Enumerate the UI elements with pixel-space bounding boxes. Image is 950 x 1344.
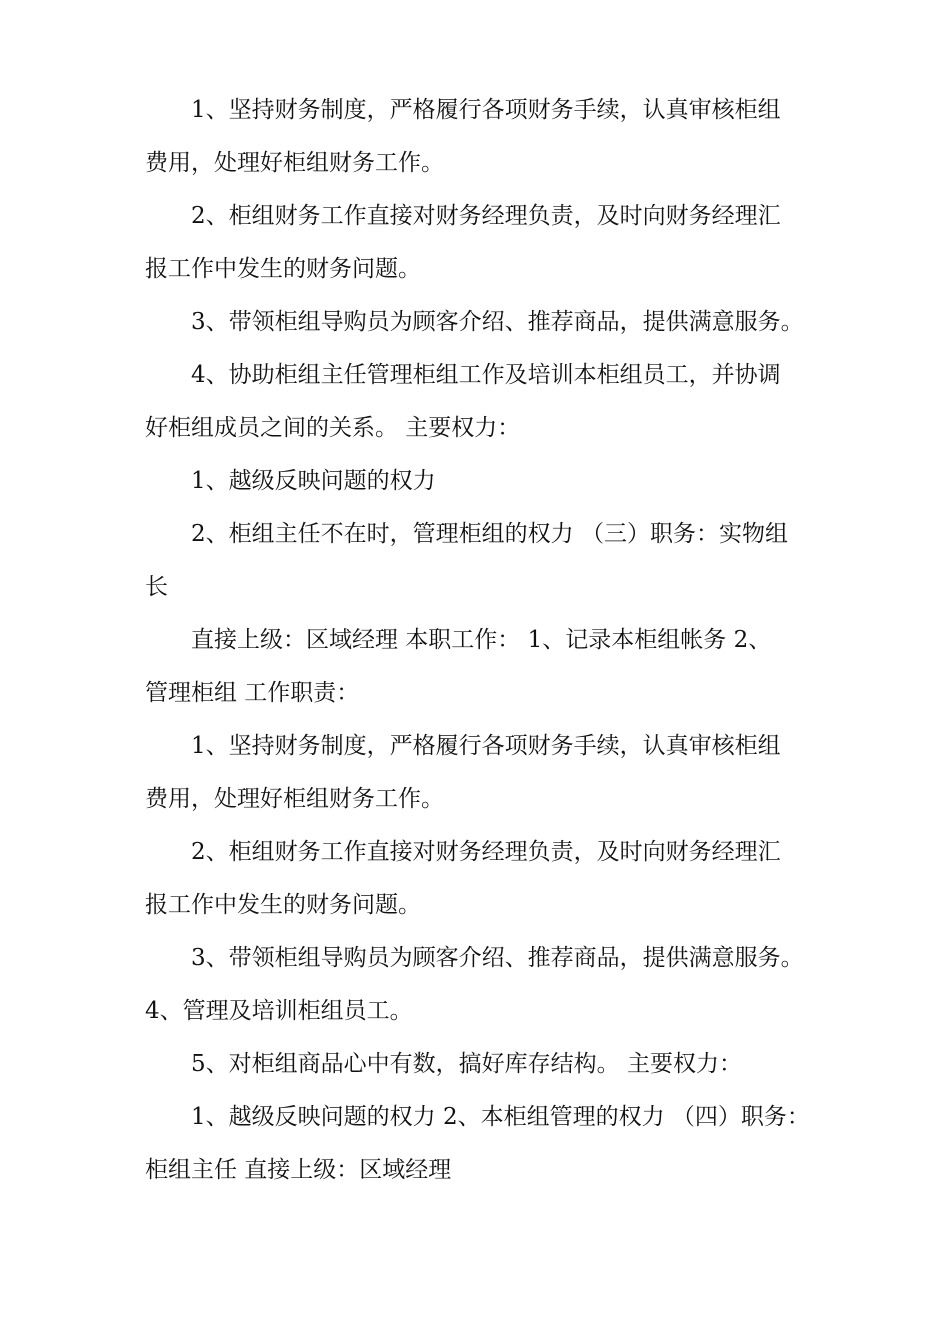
paragraph-6 <box>145 508 813 614</box>
paragraph-line: 直接上级：区域经理 本职工作： 1、记录本柜组帐务 2、 <box>191 627 772 653</box>
paragraph-line: 管理柜组 工作职责： <box>145 680 360 706</box>
paragraph-line: 3、带领柜组导购员为顾客介绍、推荐商品，提供满意服务。 <box>191 309 804 335</box>
paragraph-line: 报工作中发生的财务问题。 <box>145 256 421 282</box>
paragraph-line: 柜组主任 直接上级：区域经理 <box>145 1157 452 1183</box>
paragraph-4 <box>145 349 813 455</box>
paragraph-line: 4、协助柜组主任管理柜组工作及培训本柜组员工，并协调 <box>191 362 781 388</box>
paragraph-line: 5、对柜组商品心中有数，搞好库存结构。 主要权力： <box>191 1051 742 1077</box>
paragraph-line: 费用，处理好柜组财务工作。 <box>145 150 444 176</box>
paragraph-line: 好柜组成员之间的关系。 主要权力： <box>145 415 521 441</box>
paragraph-line: 1、坚持财务制度，严格履行各项财务手续，认真审核柜组 <box>191 97 781 123</box>
paragraph-line: 1、越级反映问题的权力 <box>191 468 436 494</box>
paragraph-line: 3、带领柜组导购员为顾客介绍、推荐商品，提供满意服务。 <box>191 945 804 971</box>
paragraph-11 <box>145 985 813 1038</box>
paragraph-5 <box>145 455 813 508</box>
paragraph-line: 4、管理及培训柜组员工。 <box>145 998 413 1024</box>
paragraph-3 <box>145 296 813 349</box>
paragraph-line: 2、柜组财务工作直接对财务经理负责，及时向财务经理汇 <box>191 203 781 229</box>
paragraph-12 <box>145 1038 813 1091</box>
paragraph-line: 费用，处理好柜组财务工作。 <box>145 786 444 812</box>
paragraph-13 <box>145 1091 813 1197</box>
paragraph-7 <box>145 614 813 720</box>
paragraph-line: 2、柜组主任不在时，管理柜组的权力 （三）职务：实物组 <box>191 521 788 547</box>
paragraph-9 <box>145 826 813 932</box>
paragraph-line: 报工作中发生的财务问题。 <box>145 892 421 918</box>
paragraph-8 <box>145 720 813 826</box>
paragraph-1 <box>145 84 813 190</box>
paragraph-line: 1、越级反映问题的权力 2、本柜组管理的权力 （四）职务： <box>191 1104 810 1130</box>
paragraph-line: 长 <box>145 574 168 600</box>
paragraph-line: 2、柜组财务工作直接对财务经理负责，及时向财务经理汇 <box>191 839 781 865</box>
paragraph-line: 1、坚持财务制度，严格履行各项财务手续，认真审核柜组 <box>191 733 781 759</box>
paragraph-2 <box>145 190 813 296</box>
document-page <box>145 84 813 1197</box>
paragraph-10 <box>145 932 813 985</box>
